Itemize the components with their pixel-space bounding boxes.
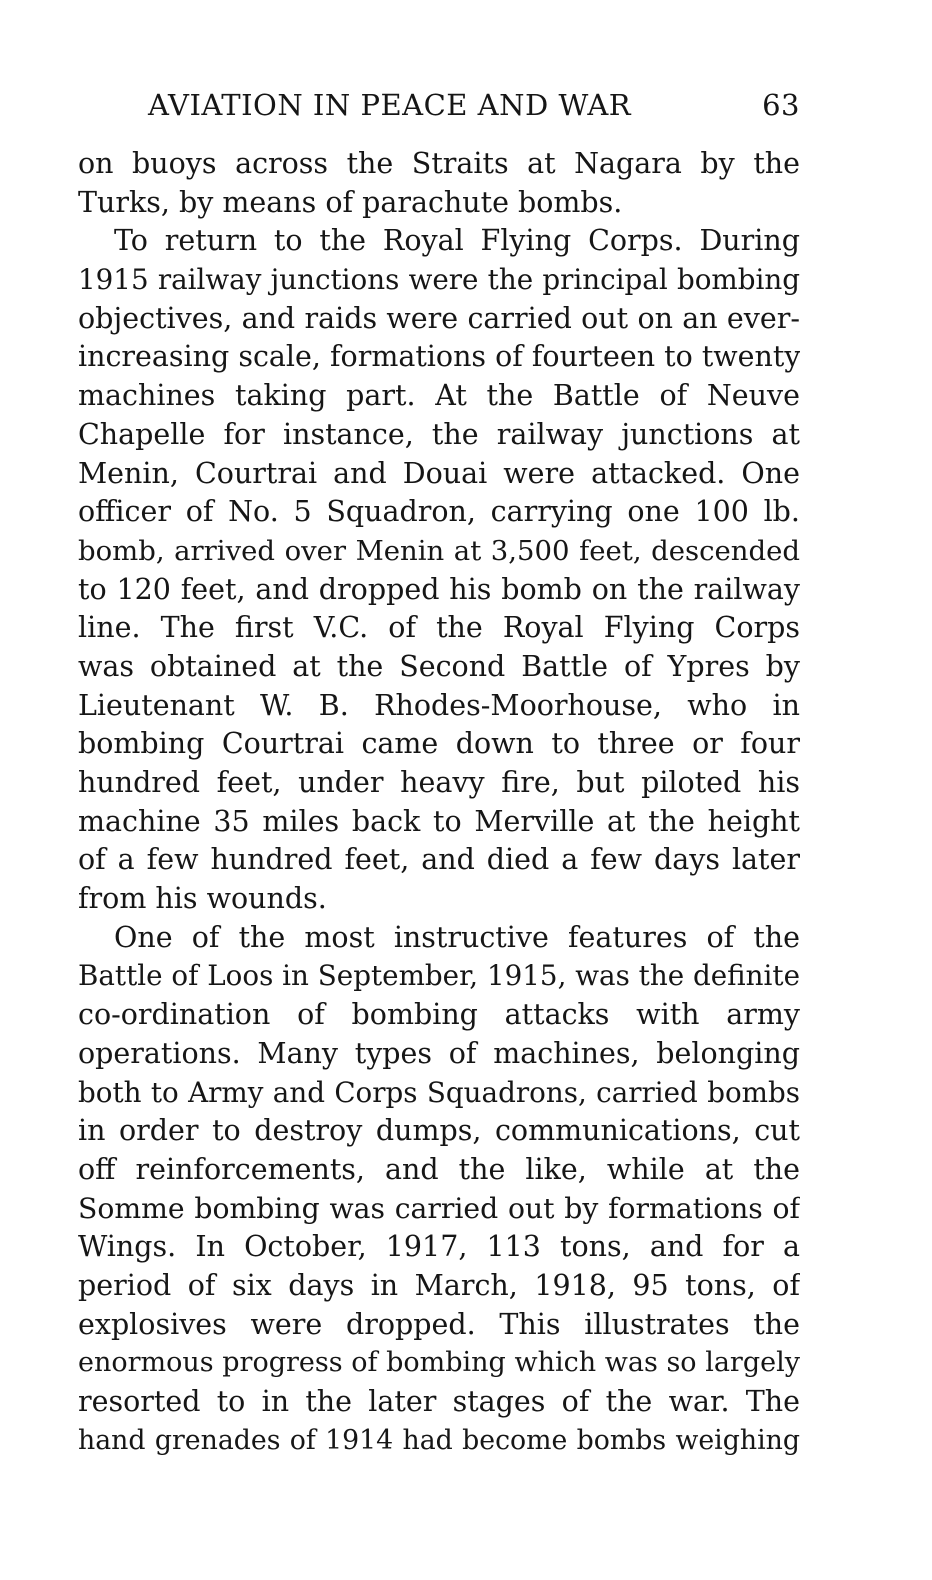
text-line: line. The first V.C. of the Royal Flying Corps <box>78 611 800 645</box>
text-line: increasing scale, formations of fourteen to twenty <box>78 340 800 374</box>
text-line: operations. Many types of machines, belonging <box>78 1036 800 1070</box>
text-line: Somme bombing was carried out by formations of <box>78 1191 800 1225</box>
running-head <box>78 88 800 128</box>
text-line: 1915 railway junctions were the principal bombing <box>78 263 800 297</box>
text-line: machine 35 miles back to Merville at the height <box>78 804 800 838</box>
text-line: Lieutenant W. B. Rhodes-Moorhouse, who in <box>78 688 800 722</box>
text-line: hand grenades of 1914 had become bombs weighing <box>78 1424 800 1456</box>
text-line: of a few hundred feet, and died a few days later <box>78 843 800 877</box>
text-line: bomb, arrived over Menin at 3,500 feet, descended <box>78 534 800 567</box>
text-line: co-ordination of bombing attacks with army <box>78 998 800 1032</box>
text-line: in order to destroy dumps, communications, cut <box>78 1114 800 1148</box>
text-line: resorted to in the later stages of the war. The <box>78 1385 800 1418</box>
text-line: Battle of Loos in September, 1915, was the definite <box>78 959 800 993</box>
text-line: Menin, Courtrai and Douai were attacked. One <box>78 456 800 490</box>
text-line: period of six days in March, 1918, 95 tons, of <box>78 1268 800 1302</box>
text-line: Turks, by means of parachute bombs. <box>78 185 623 219</box>
text-line: machines taking part. At the Battle of Neuve <box>78 379 800 413</box>
text-line: One of the most instructive features of the <box>114 920 800 954</box>
text-line: To return to the Royal Flying Corps. During <box>114 224 800 258</box>
page-number: 63 <box>762 88 800 122</box>
text-line: objectives, and raids were carried out on an ever- <box>78 301 800 335</box>
body-text <box>78 145 800 1460</box>
text-line: explosives were dropped. This illustrates the <box>78 1307 800 1341</box>
text-line: to 120 feet, and dropped his bomb on the railway <box>78 572 800 606</box>
text-line: was obtained at the Second Battle of Ypres by <box>78 649 800 683</box>
text-line: on buoys across the Straits at Nagara by the <box>78 147 800 180</box>
text-line: enormous progress of bombing which was so largely <box>78 1347 800 1379</box>
running-head-title: AVIATION IN PEACE AND WAR <box>148 88 632 122</box>
text-line: off reinforcements, and the like, while at the <box>78 1152 800 1186</box>
text-line: Chapelle for instance, the railway junctions at <box>78 417 800 451</box>
text-line: Wings. In October, 1917, 113 tons, and for a <box>78 1230 800 1264</box>
text-line: hundred feet, under heavy fire, but piloted his <box>78 766 800 799</box>
text-line: from his wounds. <box>78 882 327 916</box>
text-line: bombing Courtrai came down to three or four <box>78 727 800 761</box>
text-line: both to Army and Corps Squadrons, carried bombs <box>78 1075 800 1109</box>
text-line: officer of No. 5 Squadron, carrying one 100 lb. <box>78 495 800 529</box>
